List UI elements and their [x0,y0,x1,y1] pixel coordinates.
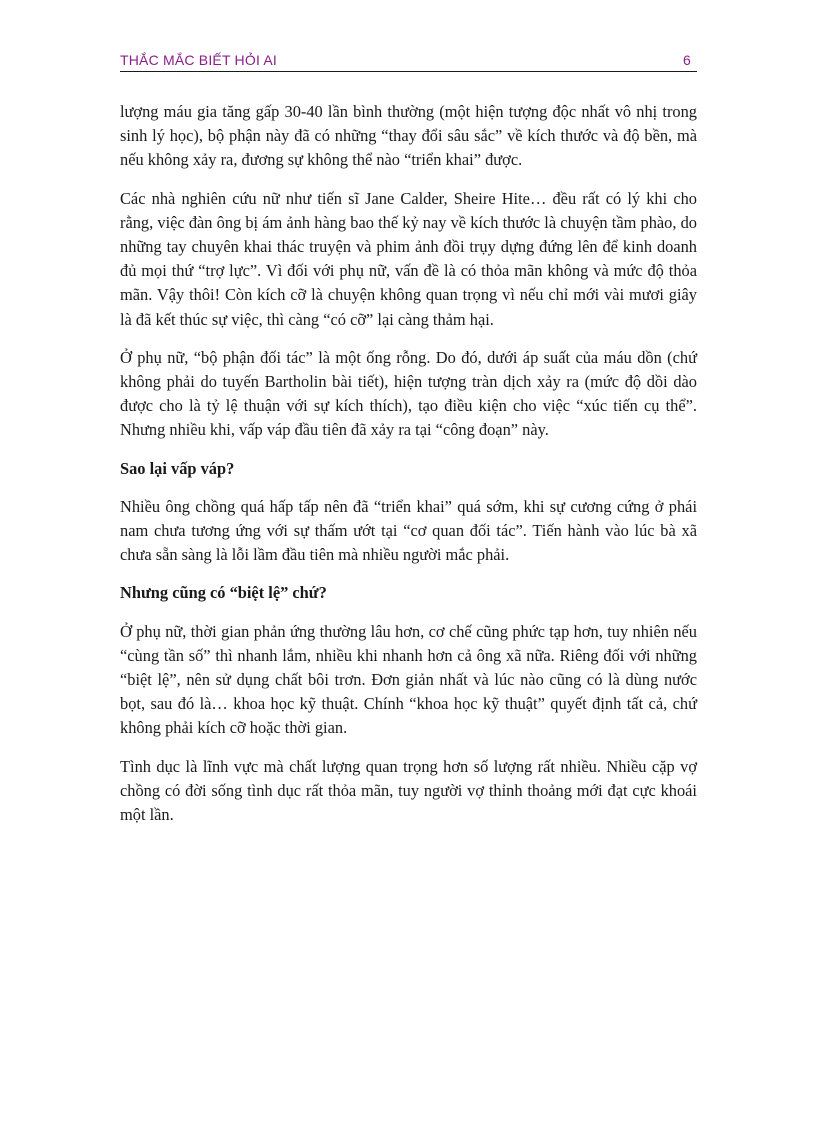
paragraph: lượng máu gia tăng gấp 30-40 lần bình thường (một hiện tượng độc nhất vô nhị trong sinh lý học), bộ phận này đã có những “thay đổi sâu sắc” về kích thước và độ bền, mà nếu không xảy ra, đương sự không thể nào “triển khai” được. [120,102,697,170]
paragraph: Tình dục là lĩnh vực mà chất lượng quan trọng hơn số lượng rất nhiều. Nhiều cặp vợ chồng có đời sống tình dục rất thỏa mãn, tuy người vợ thỉnh thoảng mới đạt cực khoái một lần. [120,756,697,825]
body-text [120,100,697,841]
paragraph: Ở phụ nữ, “bộ phận đối tác” là một ống rỗng. Do đó, dưới áp suất của máu dồn (chứ không phải do tuyến Bartholin bài tiết), hiện tượng tràn dịch xảy ra (mức độ dồi dào được cho là tỷ lệ thuận với sự kích thích), tạo điều kiện cho việc “xúc tiến cụ thể”. Nhưng nhiều khi, vấp váp đầu tiên đã xảy ra tại “công đoạn” này. [120,347,697,440]
paragraph: Nhiều ông chồng quá hấp tấp nên đã “triển khai” quá sớm, khi sự cương cứng ở phái nam chưa tương ứng với sự thấm ướt tại “cơ quan đối tác”. Tiến hành vào lúc bà xã chưa sẵn sàng là lỗi lầm đầu tiên mà nhiều người mắc phải. [120,496,697,565]
section-heading: Nhưng cũng có “biệt lệ” chứ? [120,583,327,603]
running-header-title: THẮC MẮC BIẾT HỎI AI [120,52,277,68]
section-heading: Sao lại vấp váp? [120,458,235,478]
paragraph: Các nhà nghiên cứu nữ như tiến sĩ Jane Calder, Sheire Hite… đều rất có lý khi cho rằng, việc đàn ông bị ám ảnh hàng bao thế kỷ nay về kích thước là chuyện tầm phào, do những tay chuyên khai thác truyện và phim ảnh đồi trụy dựng đứng lên để kinh doanh đủ mọi thứ “trợ lực”. Vì đối với phụ nữ, vấn đề là có thỏa mãn không và mức độ thỏa mãn. Vậy thôi! Còn kích cỡ là chuyện không quan trọng vì nếu chỉ mới vài mươi giây là đã kết thúc sự việc, thì càng “có cỡ” lại càng thảm hại. [120,188,697,329]
page-number: 6 [683,52,691,68]
running-header [120,49,697,72]
paragraph: Ở phụ nữ, thời gian phản ứng thường lâu hơn, cơ chế cũng phức tạp hơn, tuy nhiên nếu “cùng tần số” thì nhanh lắm, nhiều khi nhanh hơn cả ông xã nữa. Riêng đối với những “biệt lệ”, nên sử dụng chất bôi trơn. Đơn giản nhất và lúc nào cũng có là dùng nước bọt, sau đó là… khoa học kỹ thuật. Chính “khoa học kỹ thuật” quyết định tất cả, chứ không phải kích cỡ hoặc thời gian. [120,621,697,738]
